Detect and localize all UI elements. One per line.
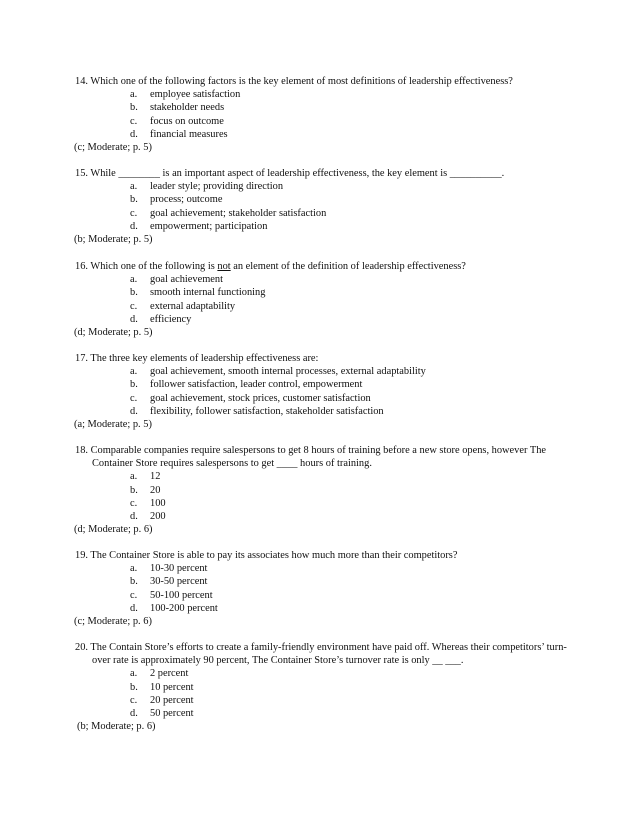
option-text: 100 — [150, 497, 166, 509]
option-b — [75, 575, 575, 588]
option-letter: d. — [130, 313, 138, 325]
option-text: process; outcome — [150, 194, 223, 206]
option-text: 50-100 percent — [150, 589, 213, 601]
option-b — [75, 484, 575, 497]
answer-reference: (b; Moderate; p. 5) — [74, 234, 153, 246]
option-letter: a. — [130, 563, 138, 575]
option-d — [75, 128, 575, 141]
option-c — [75, 207, 575, 220]
question-19 — [75, 549, 575, 628]
option-text: 12 — [150, 471, 161, 483]
option-letter: c. — [130, 694, 138, 706]
question-14 — [75, 75, 575, 154]
answer-reference: (a; Moderate; p. 5) — [74, 419, 152, 431]
question-stem: 18. Comparable companies require salespersons to get 8 hours of training before a new store opens, however The Container Store requires salespersons to get ____ hours of training. — [75, 445, 546, 470]
option-text: 2 percent — [150, 668, 189, 680]
option-a — [75, 470, 575, 483]
option-letter: d. — [130, 708, 138, 720]
option-text: goal achievement, smooth internal processes, external adaptability — [150, 366, 426, 378]
option-c — [75, 497, 575, 510]
question-15 — [75, 167, 575, 246]
option-letter: c. — [130, 300, 138, 312]
option-a — [75, 180, 575, 193]
option-text: 50 percent — [150, 708, 194, 720]
option-text: 30-50 percent — [150, 576, 208, 588]
option-c — [75, 115, 575, 128]
option-letter: d. — [130, 602, 138, 614]
option-letter: a. — [130, 89, 138, 101]
option-d — [75, 405, 575, 418]
option-text: empowerment; participation — [150, 220, 268, 232]
option-text: goal achievement; stakeholder satisfaction — [150, 207, 327, 219]
option-letter: b. — [130, 484, 138, 496]
option-letter: d. — [130, 220, 138, 232]
option-c — [75, 589, 575, 602]
question-stem: 14. Which one of the following factors is the key element of most definitions of leadership effectiveness? — [75, 76, 513, 87]
option-d — [75, 602, 575, 615]
option-c — [75, 694, 575, 707]
question-18 — [75, 444, 575, 536]
option-text: financial measures — [150, 128, 228, 140]
option-text: 10-30 percent — [150, 563, 208, 575]
option-letter: c. — [130, 589, 138, 601]
option-text: focus on outcome — [150, 115, 224, 127]
option-text: smooth internal functioning — [150, 287, 266, 299]
option-text: 20 percent — [150, 694, 194, 706]
option-letter: c. — [130, 207, 138, 219]
question-17 — [75, 352, 575, 431]
option-a — [75, 562, 575, 575]
option-text: efficiency — [150, 313, 192, 325]
answer-reference: (b; Moderate; p. 6) — [77, 721, 156, 733]
option-letter: d. — [130, 405, 138, 417]
question-16 — [75, 260, 575, 339]
question-20 — [75, 641, 575, 733]
option-text: goal achievement — [150, 274, 223, 286]
stem-emphasis: not — [217, 261, 231, 272]
option-b — [75, 378, 575, 391]
option-letter: b. — [130, 576, 138, 588]
option-c — [75, 392, 575, 405]
option-letter: d. — [130, 511, 138, 523]
option-text: 10 percent — [150, 681, 194, 693]
option-text: goal achievement, stock prices, customer satisfaction — [150, 392, 371, 404]
option-b — [75, 101, 575, 114]
option-b — [75, 681, 575, 694]
option-text: 20 — [150, 484, 161, 496]
option-text: flexibility, follower satisfaction, stakeholder satisfaction — [150, 405, 384, 417]
option-d — [75, 707, 575, 720]
option-letter: b. — [130, 287, 138, 299]
question-stem: 19. The Container Store is able to pay its associates how much more than their competitors? — [75, 550, 458, 561]
option-letter: d. — [130, 128, 138, 140]
option-d — [75, 220, 575, 233]
option-a — [75, 365, 575, 378]
option-text: external adaptability — [150, 300, 236, 312]
option-letter: b. — [130, 194, 138, 206]
option-b — [75, 286, 575, 299]
stem-text: 16. Which one of the following is — [75, 261, 218, 272]
option-a — [75, 667, 575, 680]
option-letter: a. — [130, 274, 138, 286]
option-letter: c. — [130, 392, 138, 404]
option-text: 200 — [150, 511, 166, 523]
answer-reference: (c; Moderate; p. 5) — [74, 142, 152, 154]
stem-text: an element of the definition of leadership effectiveness? — [230, 261, 466, 272]
answer-reference: (d; Moderate; p. 6) — [74, 524, 153, 536]
option-d — [75, 313, 575, 326]
option-letter: a. — [130, 366, 138, 378]
option-letter: b. — [130, 379, 138, 391]
question-stem: 17. The three key elements of leadership effectiveness are: — [75, 353, 319, 364]
answer-reference: (c; Moderate; p. 6) — [74, 616, 152, 628]
option-b — [75, 193, 575, 206]
option-text: follower satisfaction, leader control, empowerment — [150, 379, 363, 391]
option-a — [75, 88, 575, 101]
option-letter: b. — [130, 102, 138, 114]
option-d — [75, 510, 575, 523]
option-text: 100-200 percent — [150, 602, 218, 614]
option-c — [75, 300, 575, 313]
option-letter: b. — [130, 681, 138, 693]
option-text: employee satisfaction — [150, 89, 241, 101]
question-stem — [75, 260, 575, 273]
question-stem: 20. The Contain Store’s efforts to create a family-friendly environment have paid off. Whereas their competitors’ turn-over rate is approximately 90 percent, The Container Store’s turnover rate is only __ ___. — [75, 642, 567, 667]
option-text: leader style; providing direction — [150, 181, 284, 193]
option-a — [75, 273, 575, 286]
question-stem: 15. While ________ is an important aspect of leadership effectiveness, the key element is __________. — [75, 168, 505, 179]
option-letter: a. — [130, 471, 138, 483]
option-letter: a. — [130, 668, 138, 680]
option-letter: c. — [130, 115, 138, 127]
option-letter: a. — [130, 181, 138, 193]
answer-reference: (d; Moderate; p. 5) — [74, 327, 153, 339]
option-text: stakeholder needs — [150, 102, 225, 114]
option-letter: c. — [130, 497, 138, 509]
